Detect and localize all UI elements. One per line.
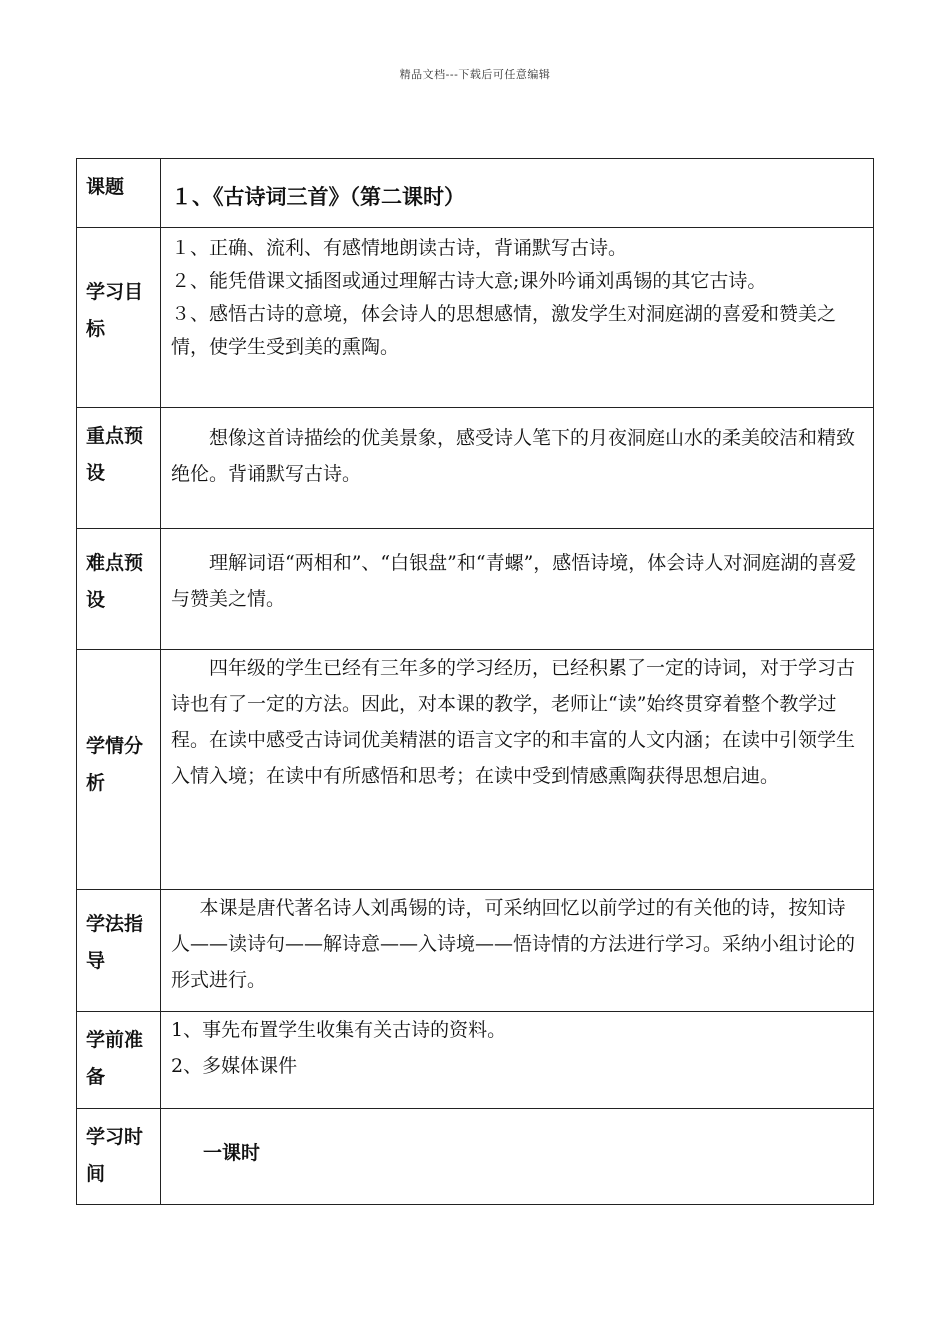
preparation-item: 1、事先布置学生收集有关古诗的资料。 xyxy=(171,1019,507,1041)
table-row xyxy=(77,408,874,529)
table-row xyxy=(77,1012,874,1109)
lesson-plan-table xyxy=(76,158,874,1205)
row-content-key-points: 想像这首诗描绘的优美景象，感受诗人笔下的月夜洞庭山水的柔美皎洁和精致绝伦。背诵默写古诗。 xyxy=(161,408,874,529)
row-content-analysis: 四年级的学生已经有三年多的学习经历，已经积累了一定的诗词，对于学习古诗也有了一定的方法。因此，对本课的教学，老师让“读”始终贯穿着整个教学过程。在读中感受古诗词优美精湛的语言文字的和丰富的人文内涵；在读中引领学生入情入境；在读中有所感悟和思考；在读中受到情感熏陶获得思想启迪。 xyxy=(161,650,874,890)
lesson-title: １、《古诗词三首》（第二课时） xyxy=(171,184,465,209)
table-row xyxy=(77,159,874,228)
page-watermark-header: 精品文档---下载后可任意编辑 xyxy=(399,68,551,81)
row-label-difficulties: 难点预设 xyxy=(77,529,161,650)
goal-item: １、正确、流利、有感情地朗读古诗，背诵默写古诗。 xyxy=(171,237,628,259)
row-content-method: 本课是唐代著名诗人刘禹锡的诗，可采纳回忆以前学过的有关他的诗，按知诗人——读诗句——解诗意——入诗境——悟诗情的方法进行学习。采纳小组讨论的形式进行。 xyxy=(161,890,874,1012)
row-content-goals xyxy=(161,228,874,408)
goal-item: ２、能凭借课文插图或通过理解古诗大意;课外吟诵刘禹锡的其它古诗。 xyxy=(171,270,767,292)
table-row xyxy=(77,650,874,890)
table-row xyxy=(77,1109,874,1205)
preparation-item: 2、多媒体课件 xyxy=(171,1055,298,1077)
row-label-time: 学习时间 xyxy=(77,1109,161,1205)
row-content-preparation xyxy=(161,1012,874,1109)
row-label-goals: 学习目标 xyxy=(77,228,161,408)
row-label-topic: 课题 xyxy=(77,159,161,228)
row-content-topic xyxy=(161,159,874,228)
goal-item: ３、感悟古诗的意境，体会诗人的思想感情，激发学生对洞庭湖的喜爱和赞美之情，使学生受到美的熏陶。 xyxy=(171,303,837,358)
time-value: 一课时 xyxy=(203,1142,261,1164)
row-label-key-points: 重点预设 xyxy=(77,408,161,529)
row-label-preparation: 学前准备 xyxy=(77,1012,161,1109)
row-content-difficulties: 理解词语“两相和”、“白银盘”和“青螺”，感悟诗境，体会诗人对洞庭湖的喜爱与赞美之情。 xyxy=(161,529,874,650)
row-label-method: 学法指导 xyxy=(77,890,161,1012)
table-row xyxy=(77,890,874,1012)
table-row xyxy=(77,529,874,650)
row-label-analysis: 学情分析 xyxy=(77,650,161,890)
table-row xyxy=(77,228,874,408)
row-content-time xyxy=(161,1109,874,1205)
